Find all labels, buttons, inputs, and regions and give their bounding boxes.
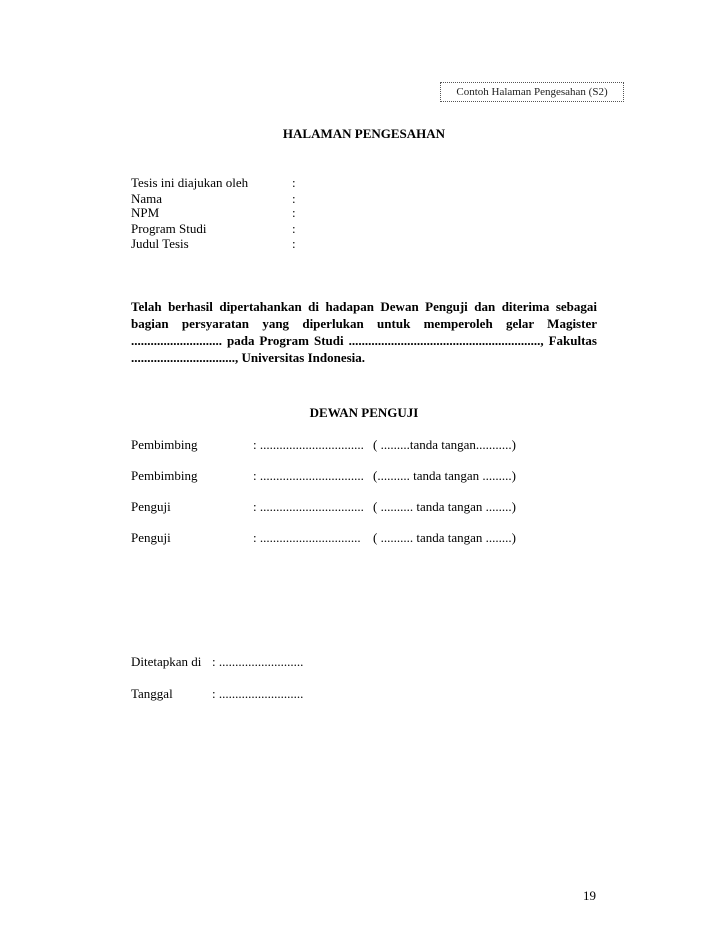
committee-signature-blank: ( .......... tanda tangan ........) [373,530,516,545]
committee-role: Pembimbing [131,437,198,452]
field-label-thesis-title: Judul Tesis [131,236,189,251]
example-page-label: Contoh Halaman Pengesahan (S2) [440,82,624,102]
footer-value-date: : .......................... [212,686,304,701]
footer-value-place: : .......................... [212,654,304,669]
field-colon: : [292,175,296,190]
committee-signature-blank: (.......... tanda tangan .........) [373,468,516,483]
footer-label-date: Tanggal [131,686,173,701]
field-colon: : [292,191,296,206]
committee-signature-blank: ( .........tanda tangan...........) [373,437,516,452]
committee-title: DEWAN PENGUJI [309,405,419,420]
field-label-npm: NPM [131,205,160,220]
field-colon: : [292,236,296,251]
committee-name-blank: : ................................ [253,468,364,483]
committee-name-blank: : ................................ [253,499,364,514]
footer-label-place: Ditetapkan di [131,654,202,669]
committee-name-blank: : ............................... [253,530,361,545]
field-colon: : [292,221,296,236]
field-label-submitted-by: Tesis ini diajukan oleh [131,175,249,190]
committee-role: Pembimbing [131,468,198,483]
committee-signature-blank: ( .......... tanda tangan ........) [373,499,516,514]
field-colon: : [292,205,296,220]
committee-role: Penguji [131,530,171,545]
approval-statement: Telah berhasil dipertahankan di hadapan Dewan Penguji dan diterima sebagai bagian persyaratan yang diperlukan untuk memperoleh gelar Magister ............................ pada Program Studi ..........................................................., Fakultas ................................, Universitas Indonesia. [131,299,597,365]
committee-name-blank: : ................................ [253,437,364,452]
field-label-name: Nama [131,191,163,206]
page-title: HALAMAN PENGESAHAN [282,126,446,141]
field-label-study-program: Program Studi [131,221,207,236]
committee-role: Penguji [131,499,171,514]
page-number: 19 [583,888,596,903]
